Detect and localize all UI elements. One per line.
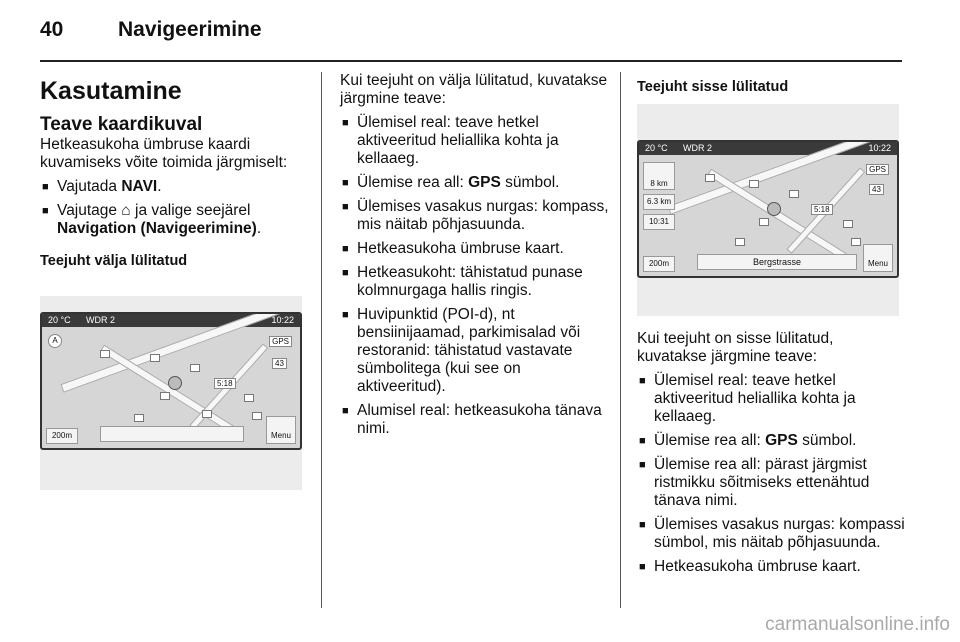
menu-button[interactable]: Menu	[266, 416, 296, 444]
list-item	[637, 432, 905, 450]
menu-button[interactable]: Menu	[863, 244, 893, 272]
page-number: 40	[40, 18, 64, 41]
poi-icon	[150, 354, 160, 362]
column-divider-1	[321, 72, 322, 608]
street-name-bar	[697, 254, 857, 270]
col2-bullet-list	[340, 114, 610, 438]
bullet-text: Ülemise rea all:	[654, 432, 766, 449]
temperature: 20 °C	[645, 143, 668, 153]
home-icon: ⌂	[121, 202, 131, 219]
map-scale: 200m	[643, 256, 675, 272]
poi-icon	[160, 392, 170, 400]
section-title: Kasutamine	[40, 77, 182, 105]
column-2	[340, 72, 610, 444]
poi-icon	[252, 412, 262, 420]
display-screen	[637, 140, 899, 278]
col2-intro: Kui teejuht on välja lülitatud, kuvatakse järgmine teave:	[340, 72, 608, 107]
street-name: Bergstrasse	[752, 257, 802, 267]
gps-label: GPS	[765, 432, 798, 449]
list-item: ■ Huvipunktid (POI-d), nt bensiinijaamad, parkimisalad või restoranid: tähistatud vastavate sümbolitega (kui see on aktiveeritud).	[340, 306, 610, 396]
poi-icon	[735, 238, 745, 246]
poi-icon	[100, 350, 110, 358]
navi-key-label: NAVI	[121, 178, 158, 195]
list-item: ■ Ülemisel real: teave hetkel aktiveeritud heliallika kohta ja kellaaeg.	[637, 372, 905, 426]
route-shield: 5:18	[214, 378, 236, 389]
guidance-off-heading: Teejuht välja lülitatud	[40, 253, 188, 269]
column-divider-2	[620, 72, 621, 608]
list-item: ■ Ülemise rea all: pärast järgmist ristmikku sõitmiseks ettenähtud tänava nimi.	[637, 456, 905, 510]
audio-source: WDR 2	[683, 143, 712, 153]
poi-icon	[851, 238, 861, 246]
map-screen-guidance-on	[637, 104, 899, 316]
remaining-distance: 6.3 km	[643, 194, 675, 210]
navigation-menu-label: Navigation (Navigeerimine)	[57, 220, 257, 237]
poi-icon	[202, 410, 212, 418]
arrival-time: 10:31	[643, 214, 675, 230]
route-shield: 5:18	[811, 204, 833, 215]
subsection-title: Teave kaardikuval	[40, 114, 203, 135]
bullet-text: Vajutage	[57, 202, 122, 219]
clock: 10:22	[271, 315, 294, 325]
column-1	[40, 72, 308, 270]
bullet-text: sümbol.	[797, 432, 857, 449]
list-item: ■ Hetkeasukoha ümbruse kaart.	[637, 558, 905, 576]
col1-bullet-list	[40, 178, 308, 238]
header-rule	[40, 60, 902, 62]
exit-number: 43	[272, 358, 287, 369]
list-item	[340, 174, 610, 192]
poi-icon	[190, 364, 200, 372]
gps-icon: GPS	[269, 336, 292, 347]
list-item: ■ Ülemises vasakus nurgas: kompassi sümbol, mis näitab põhjasuunda.	[637, 516, 905, 552]
clock: 10:22	[868, 143, 891, 153]
audio-source: WDR 2	[86, 315, 115, 325]
current-position-icon	[767, 202, 781, 216]
poi-icon	[705, 174, 715, 182]
poi-icon	[843, 220, 853, 228]
bullet-text: Vajutada	[57, 178, 122, 195]
exit-number: 43	[869, 184, 884, 195]
poi-icon	[749, 180, 759, 188]
col3-bullet-list	[637, 372, 905, 576]
next-turn-distance: 8 km	[643, 162, 675, 190]
bullet-text: ja valige seejärel	[130, 202, 251, 219]
bullet-text: .	[256, 220, 262, 237]
column-3	[637, 72, 905, 96]
current-position-icon	[168, 376, 182, 390]
list-item: ■ Hetkeasukoht: tähistatud punase kolmnurgaga hallis ringis.	[340, 264, 610, 300]
list-item: ■ Ülemises vasakus nurgas: kompass, mis näitab põhjasuunda.	[340, 198, 610, 234]
list-item: ■ Hetkeasukoha ümbruse kaart.	[340, 240, 610, 258]
map-screen-guidance-off	[40, 296, 302, 490]
list-item	[40, 178, 308, 196]
chapter-title: Navigeerimine	[118, 18, 262, 41]
list-item: ■ Ülemisel real: teave hetkel aktiveeritud heliallika kohta ja kellaaeg.	[340, 114, 610, 168]
map-scale: 200m	[46, 428, 78, 444]
watermark: carmanualsonline.info	[765, 614, 950, 635]
col3-intro: Kui teejuht on sisse lülitatud, kuvatakse järgmine teave:	[637, 330, 834, 365]
col1-intro: Hetkeasukoha ümbruse kaardi kuvamiseks võite toimida järgmiselt:	[40, 136, 288, 171]
gps-label: GPS	[468, 174, 501, 191]
gps-icon: GPS	[866, 164, 889, 175]
poi-icon	[759, 218, 769, 226]
guidance-on-heading: Teejuht sisse lülitatud	[637, 79, 789, 95]
bullet-text: Ülemise rea all:	[357, 174, 469, 191]
bullet-text: sümbol.	[500, 174, 560, 191]
list-item	[40, 202, 308, 238]
poi-icon	[789, 190, 799, 198]
poi-icon	[134, 414, 144, 422]
temperature: 20 °C	[48, 315, 71, 325]
list-item: ■ Alumisel real: hetkeasukoha tänava nimi.	[340, 402, 610, 438]
display-screen	[40, 312, 302, 450]
compass-icon: A	[48, 334, 62, 348]
street-name-bar	[100, 426, 244, 442]
column-3-lower	[637, 330, 905, 582]
poi-icon	[244, 394, 254, 402]
bullet-text: .	[157, 178, 162, 195]
page-header	[40, 14, 902, 58]
